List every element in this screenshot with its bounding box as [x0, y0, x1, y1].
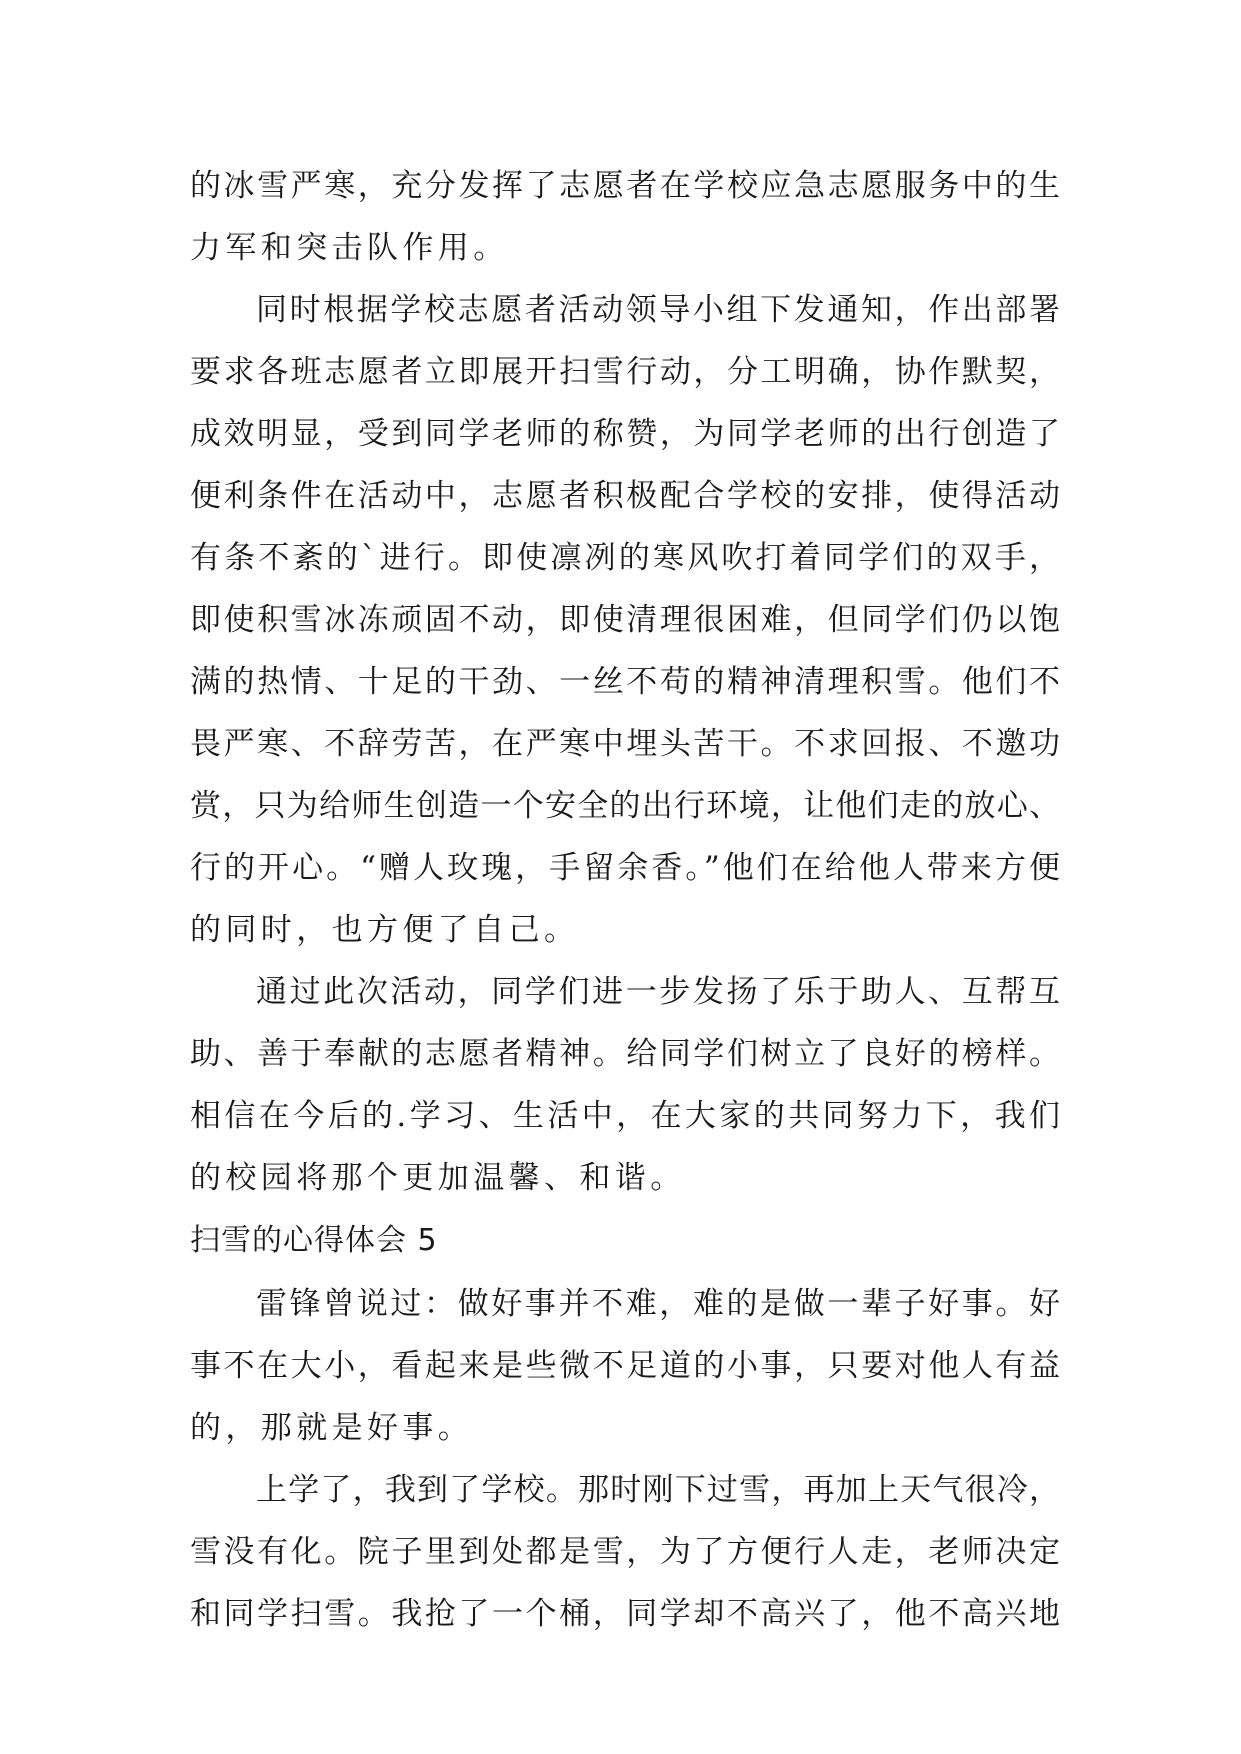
text-line: 事不在大小，看起来是些微不足道的小事，只要对他人有益: [190, 1348, 1060, 1384]
paragraph-5: [190, 1459, 1060, 1645]
text-line: 有条不紊的`进行。即使凛冽的寒风吹打着同学们的双手，: [190, 540, 1060, 576]
text-line: 的校园将那个更加温馨、和谐。: [190, 1160, 686, 1196]
text-line: 相信在今后的.学习、生活中，在大家的共同努力下，我们: [190, 1098, 1060, 1134]
text-line: 即使积雪冰冻顽固不动，即使清理很困难，但同学们仍以饱: [190, 602, 1060, 638]
text-line: 雪没有化。院子里到处都是雪，为了方便行人走，老师决定: [190, 1534, 1060, 1570]
text-line: 助、善于奉献的志愿者精神。给同学们树立了良好的榜样。: [190, 1036, 1060, 1072]
paragraph-1: [190, 155, 1060, 279]
text-line: 满的热情、十足的干劲、一丝不苟的精神清理积雪。他们不: [190, 664, 1060, 700]
text-line: 的，那就是好事。: [190, 1410, 474, 1446]
section-heading: 扫雪的心得体会 5: [190, 1223, 438, 1258]
text-line: 成效明显，受到同学老师的称赞，为同学老师的出行创造了: [190, 416, 1060, 452]
text-line: 通过此次活动，同学们进一步发扬了乐于助人、互帮互: [256, 974, 1060, 1010]
text-line: 力军和突击队作用。: [190, 230, 509, 266]
text-line: 上学了，我到了学校。那时刚下过雪，再加上天气很冷，: [256, 1472, 1060, 1508]
text-line: 要求各班志愿者立即展开扫雪行动，分工明确，协作默契，: [190, 354, 1060, 390]
text-line: 的同时，也方便了自己。: [190, 912, 580, 948]
text-line: 便利条件在活动中，志愿者积极配合学校的安排，使得活动: [190, 478, 1060, 514]
text-line: 同时根据学校志愿者活动领导小组下发通知，作出部署: [256, 292, 1060, 328]
paragraph-3: [190, 961, 1060, 1209]
text-line: 雷锋曾说过：做好事并不难，难的是做一辈子好事。好: [256, 1286, 1060, 1322]
text-line: 和同学扫雪。我抢了一个桶，同学却不高兴了，他不高兴地: [190, 1596, 1060, 1632]
text-line: 畏严寒、不辞劳苦，在严寒中埋头苦干。不求回报、不邀功: [190, 726, 1060, 762]
paragraph-2: [190, 279, 1060, 961]
text-line: 行的开心。“赠人玫瑰，手留余香。”他们在给他人带来方便: [190, 850, 1060, 886]
text-line: 的冰雪严寒，充分发挥了志愿者在学校应急志愿服务中的生: [190, 168, 1060, 204]
text-line: 赏，只为给师生创造一个安全的出行环境，让他们走的放心、: [190, 788, 1060, 824]
document-page: [190, 155, 1060, 1645]
paragraph-4: [190, 1273, 1060, 1459]
